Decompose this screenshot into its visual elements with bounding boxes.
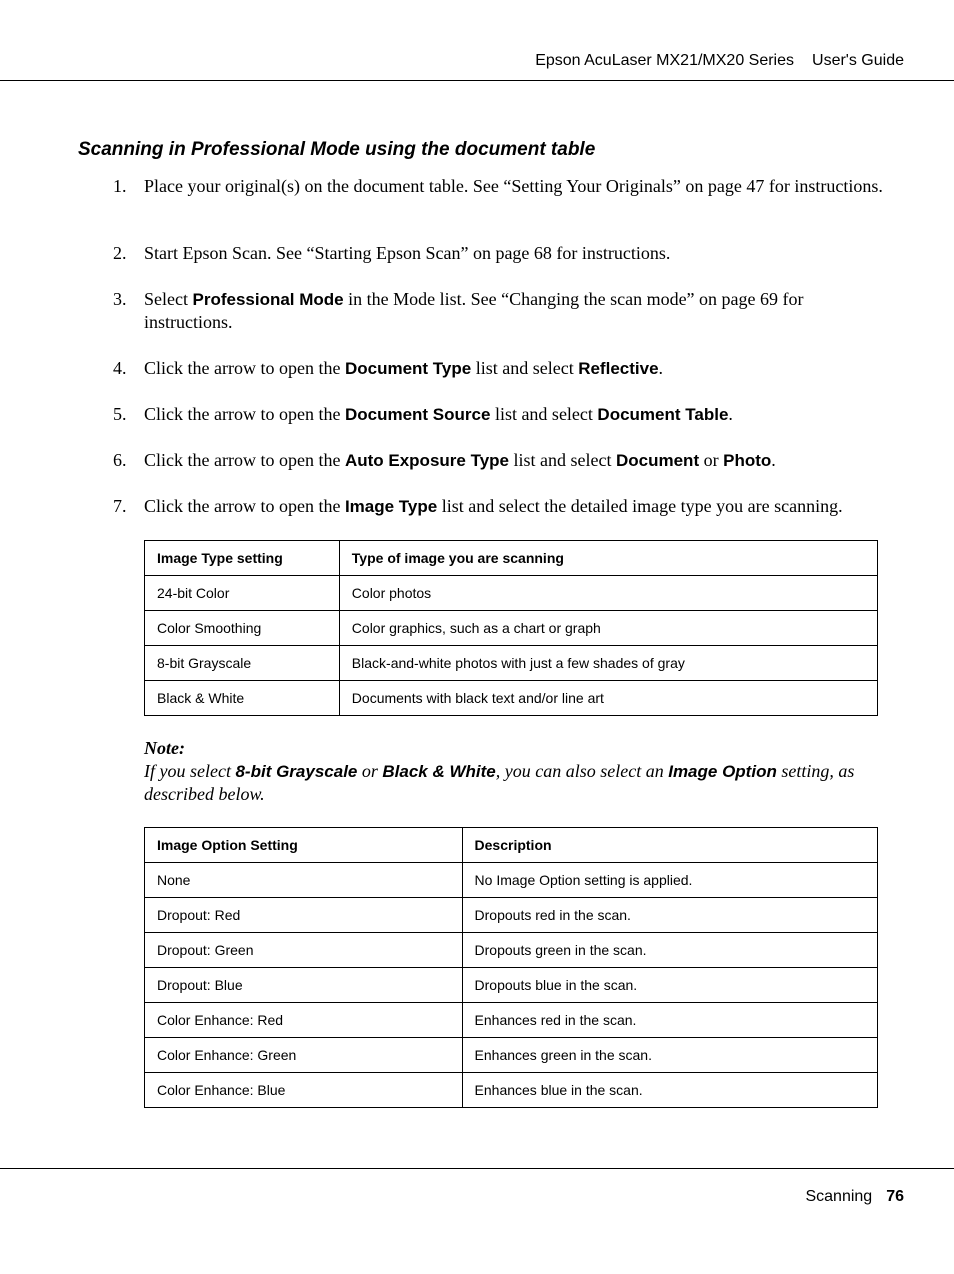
footer-rule bbox=[0, 1168, 954, 1169]
table-cell: Color Enhance: Blue bbox=[145, 1073, 463, 1108]
note-text bbox=[144, 761, 854, 804]
table-cell: Color Enhance: Red bbox=[145, 1003, 463, 1038]
ui-term: 8-bit Grayscale bbox=[235, 762, 358, 781]
page-footer bbox=[805, 1186, 904, 1208]
step-number: 5. bbox=[113, 404, 127, 424]
table-header-cell: Type of image you are scanning bbox=[339, 541, 877, 576]
step-number: 6. bbox=[113, 450, 127, 470]
step-text: Place your original(s) on the document table. See “Setting Your Originals” on page 47 for instructions. bbox=[144, 176, 883, 196]
step-text-part: in the Mode list. See “Changing the scan mode” on page 69 for instructions. bbox=[144, 289, 804, 332]
table-row bbox=[145, 1038, 878, 1073]
table-cell: None bbox=[145, 863, 463, 898]
note-text-part: or bbox=[357, 761, 383, 781]
table-row bbox=[145, 646, 878, 681]
footer-section: Scanning bbox=[805, 1188, 873, 1205]
page-header bbox=[0, 50, 954, 81]
note-label: Note: bbox=[144, 738, 185, 758]
table-cell: Dropouts blue in the scan. bbox=[462, 968, 877, 1003]
table-row bbox=[145, 863, 878, 898]
header-text bbox=[535, 50, 904, 72]
image-option-table bbox=[144, 827, 878, 1108]
step-number: 4. bbox=[113, 358, 127, 378]
table-header-cell: Image Option Setting bbox=[145, 828, 463, 863]
step-text bbox=[144, 449, 893, 472]
table-cell: Black-and-white photos with just a few shades of gray bbox=[339, 646, 877, 681]
table-row bbox=[145, 1073, 878, 1108]
table-header-cell: Image Type setting bbox=[145, 541, 340, 576]
step-text-part: . bbox=[658, 358, 664, 378]
ui-term: Document bbox=[615, 451, 700, 470]
table-row bbox=[145, 576, 878, 611]
step-2 bbox=[113, 242, 893, 265]
step-text-part: . bbox=[728, 404, 733, 424]
header-product: Epson AcuLaser MX21/MX20 Series bbox=[535, 52, 795, 69]
step-4 bbox=[113, 357, 893, 380]
ui-term: Document Type bbox=[344, 359, 472, 378]
table-cell: Enhances green in the scan. bbox=[462, 1038, 877, 1073]
ui-term: Image Option bbox=[668, 762, 777, 781]
step-text: Start Epson Scan. See “Starting Epson Scan” on page 68 for instructions. bbox=[144, 243, 671, 263]
ui-term: Auto Exposure Type bbox=[344, 451, 509, 470]
step-text bbox=[144, 403, 893, 426]
table-cell: 8-bit Grayscale bbox=[145, 646, 340, 681]
table-header-cell: Description bbox=[462, 828, 877, 863]
section-title: Scanning in Professional Mode using the document table bbox=[78, 139, 596, 160]
ui-term: Document Table bbox=[597, 405, 729, 424]
table-cell: 24-bit Color bbox=[145, 576, 340, 611]
table-row bbox=[145, 898, 878, 933]
table-cell: Color Enhance: Green bbox=[145, 1038, 463, 1073]
table-header-row bbox=[145, 828, 878, 863]
step-text-part: list and select bbox=[471, 358, 579, 378]
step-text-part: list and select bbox=[509, 450, 616, 470]
table-cell: Documents with black text and/or line art bbox=[339, 681, 877, 716]
table-cell: Black & White bbox=[145, 681, 340, 716]
table-cell: Dropout: Green bbox=[145, 933, 463, 968]
table-cell: Enhances blue in the scan. bbox=[462, 1073, 877, 1108]
step-text bbox=[144, 357, 893, 380]
table-cell: No Image Option setting is applied. bbox=[462, 863, 877, 898]
table-cell: Dropout: Red bbox=[145, 898, 463, 933]
step-6 bbox=[113, 449, 893, 472]
table-row bbox=[145, 611, 878, 646]
table-cell: Color graphics, such as a chart or graph bbox=[339, 611, 877, 646]
step-number: 7. bbox=[113, 496, 127, 516]
step-number: 1. bbox=[113, 176, 127, 196]
table-cell: Color photos bbox=[339, 576, 877, 611]
page-number: 76 bbox=[886, 1188, 904, 1205]
step-text-part: Click the arrow to open the bbox=[144, 450, 345, 470]
step-7 bbox=[113, 495, 893, 518]
step-text-part: or bbox=[699, 450, 724, 470]
table-cell: Dropouts green in the scan. bbox=[462, 933, 877, 968]
step-text-part: Click the arrow to open the bbox=[144, 404, 345, 424]
step-5 bbox=[113, 403, 893, 426]
ui-term: Photo bbox=[723, 451, 772, 470]
table-cell: Dropout: Blue bbox=[145, 968, 463, 1003]
header-guide: User's Guide bbox=[812, 52, 904, 69]
step-number: 3. bbox=[113, 289, 127, 309]
ui-term: Reflective bbox=[578, 359, 659, 378]
table-cell: Enhances red in the scan. bbox=[462, 1003, 877, 1038]
step-text-part: Click the arrow to open the bbox=[144, 496, 345, 516]
ui-term: Professional Mode bbox=[192, 290, 344, 309]
step-text bbox=[144, 495, 893, 518]
ui-term: Image Type bbox=[344, 497, 438, 516]
ui-term: Black & White bbox=[382, 762, 496, 781]
table-row bbox=[145, 681, 878, 716]
table-row bbox=[145, 933, 878, 968]
ui-term: Document Source bbox=[344, 405, 491, 424]
step-number: 2. bbox=[113, 243, 127, 263]
step-text-part: . bbox=[771, 450, 776, 470]
table-header-row bbox=[145, 541, 878, 576]
step-text-part: list and select bbox=[490, 404, 598, 424]
step-text-part: Click the arrow to open the bbox=[144, 358, 345, 378]
note-block bbox=[144, 737, 884, 806]
step-text-part: list and select the detailed image type you are scanning. bbox=[437, 496, 843, 516]
note-text-part: , you can also select an bbox=[495, 761, 669, 781]
step-text bbox=[144, 288, 893, 334]
step-text-part: Select bbox=[144, 289, 193, 309]
table-cell: Color Smoothing bbox=[145, 611, 340, 646]
image-type-table bbox=[144, 540, 878, 716]
step-1 bbox=[113, 175, 893, 198]
note-text-part: If you select bbox=[144, 761, 236, 781]
step-3 bbox=[113, 288, 893, 334]
table-row bbox=[145, 968, 878, 1003]
table-cell: Dropouts red in the scan. bbox=[462, 898, 877, 933]
note-text-part: setting, as described below. bbox=[144, 761, 855, 804]
table-row bbox=[145, 1003, 878, 1038]
